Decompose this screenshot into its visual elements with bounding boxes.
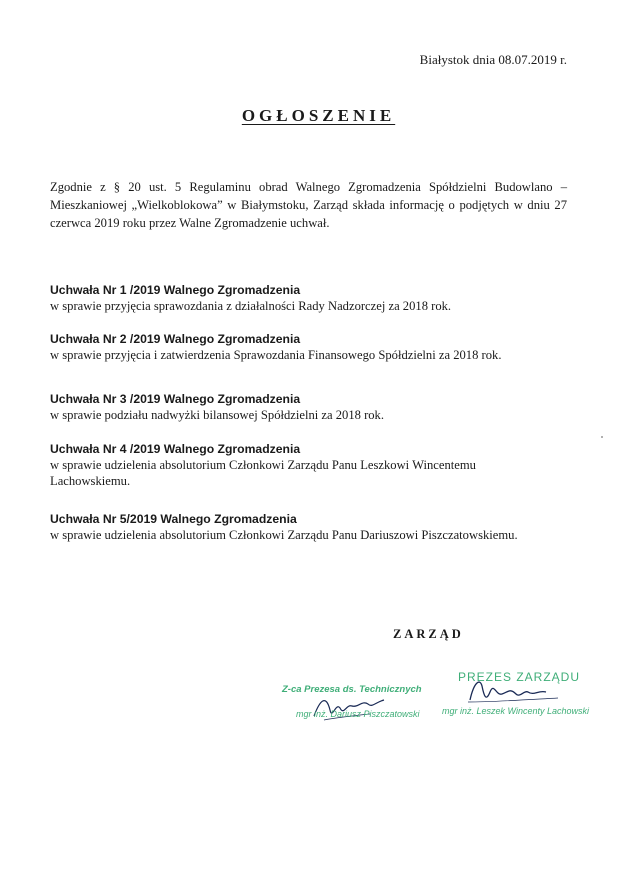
resolution-4 [50,441,550,489]
paper-speck [601,436,603,438]
right-stamp-title: PREZES ZARZĄDU [458,670,581,684]
resolution-heading: Uchwała Nr 4 /2019 Walnego Zgromadzenia [50,442,301,456]
resolution-text: w sprawie udzielenia absolutorium Członkowi Zarządu Panu Dariuszowi Piszczatowskiemu. [50,528,518,542]
left-stamp-title: Z-ca Prezesa ds. Technicznych [282,684,422,695]
right-handwritten-signature [462,672,572,708]
left-handwritten-signature [310,690,390,726]
resolution-text: w sprawie przyjęcia sprawozdania z działalności Rady Nadzorczej za 2018 rok. [50,299,452,313]
resolution-heading: Uchwała Nr 2 /2019 Walnego Zgromadzenia [50,332,301,346]
place-date: Białystok dnia 08.07.2019 r. [419,52,567,67]
resolution-text: w sprawie podziału nadwyżki bilansowej Spółdzielni za 2018 rok. [50,408,385,422]
resolution-2 [50,331,515,363]
resolution-heading: Uchwała Nr 1 /2019 Walnego Zgromadzenia [50,283,301,297]
right-stamp-name: mgr inż. Leszek Wincenty Lachowski [442,706,589,716]
resolution-text: w sprawie udzielenia absolutorium Członkowi Zarządu Panu Leszkowi Wincentemu Lachowskiemu. [50,458,476,488]
resolution-heading: Uchwała Nr 3 /2019 Walnego Zgromadzenia [50,392,301,406]
left-stamp-name: mgr inż. Dariusz Piszczatowski [296,709,420,719]
resolution-text: w sprawie przyjęcia i zatwierdzenia Sprawozdania Finansowego Spółdzielni za 2018 rok. [50,348,502,362]
board-label: ZARZĄD [393,627,464,641]
intro-paragraph: Zgodnie z § 20 ust. 5 Regulaminu obrad Walnego Zgromadzenia Spółdzielni Budowlano –Mieszkaniowej „Wielkoblokowa” w Białymstoku, Zarząd składa informację o podjętych w dniu 27 czerwca 2019 roku przez Walne Zgromadzenie uchwał. [50,180,567,230]
resolution-5 [50,511,570,543]
document-title: OGŁOSZENIE [241,106,396,125]
resolution-3 [50,391,570,423]
resolution-1 [50,282,570,314]
resolution-heading: Uchwała Nr 5/2019 Walnego Zgromadzenia [50,512,297,526]
